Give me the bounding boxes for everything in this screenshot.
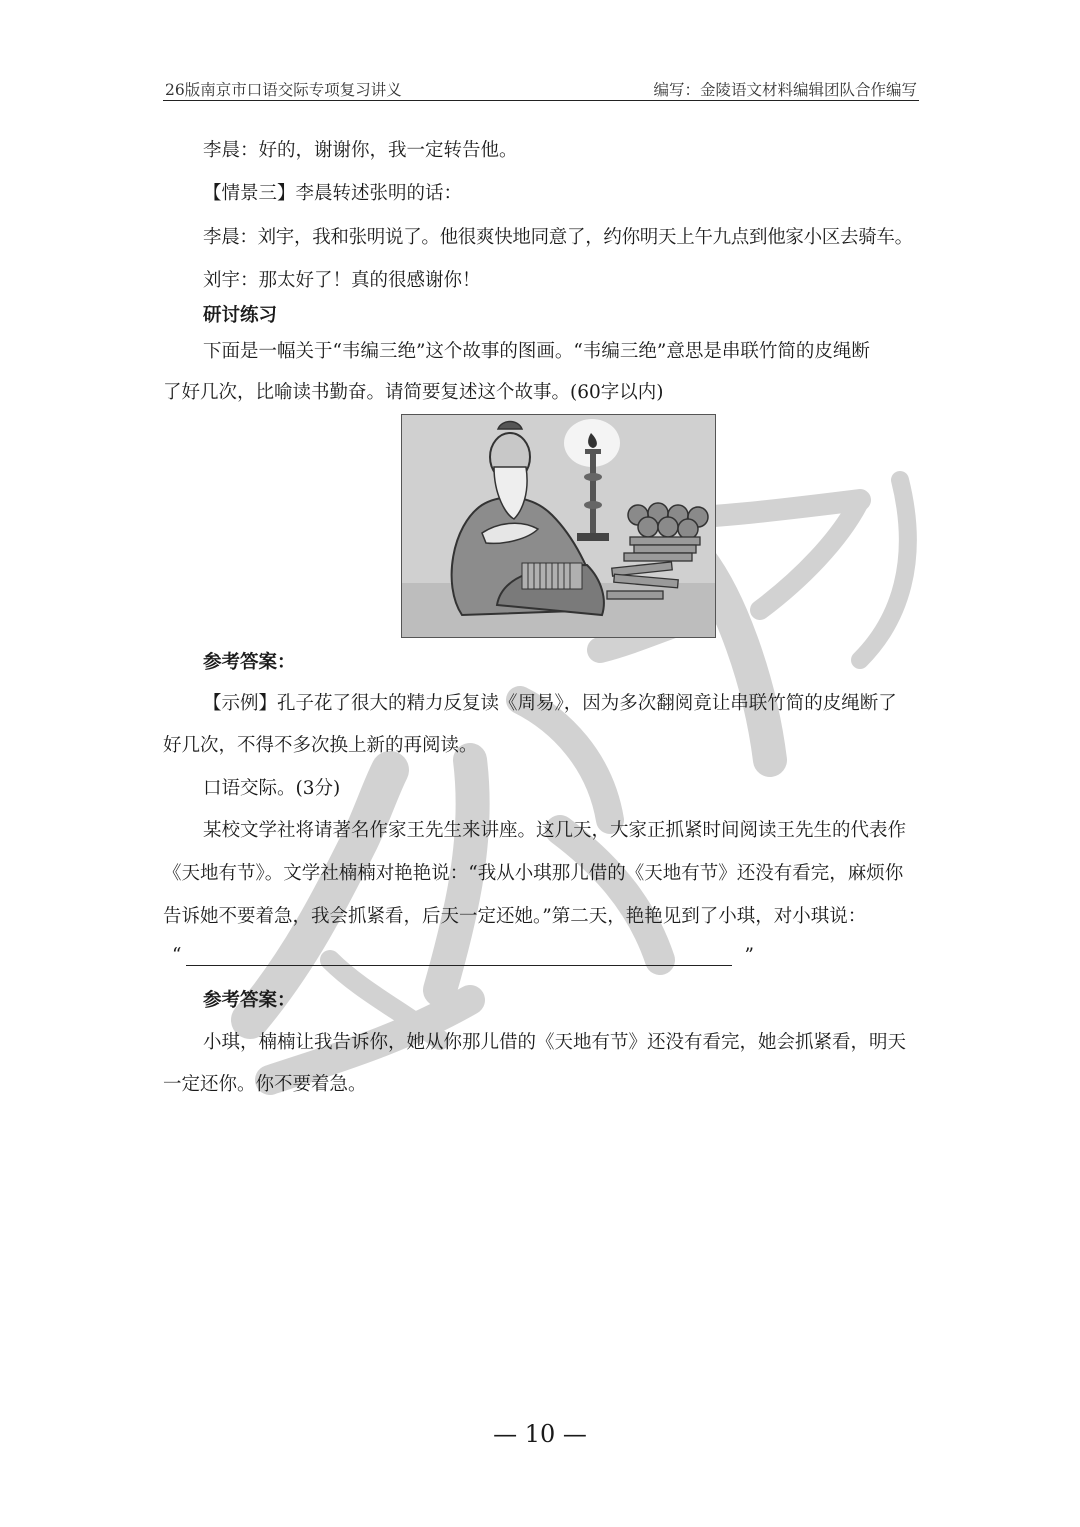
- oral-communication-title: 口语交际。(3分): [203, 778, 341, 799]
- page-number: — 10 —: [493, 1420, 587, 1448]
- header-author: 编写：金陵语文材料编辑团队合作编写: [653, 81, 917, 99]
- answer-2-line-1: 小琪，楠楠让我告诉你，她从你那儿借的《天地有节》还没有看完，她会抓紧看，明天: [203, 1032, 907, 1053]
- answer-2-line-2: 一定还你。你不要着急。: [163, 1074, 367, 1095]
- story-illustration: [401, 414, 716, 638]
- oral-question-line-3: 告诉她不要着急，我会抓紧看，后天一定还她。”第二天，艳艳见到了小琪，对小琪说：: [163, 906, 867, 927]
- oral-question-line-1: 某校文学社将请著名作家王先生来讲座。这几天，大家正抓紧时间阅读王先生的代表作: [203, 820, 907, 841]
- answer-label-1: 参考答案：: [203, 652, 296, 673]
- fill-in-rule: [186, 965, 732, 966]
- exercise-text-line-2: 了好几次，比喻读书勤奋。请简要复述这个故事。(60字以内): [163, 382, 664, 403]
- page-header: [163, 76, 919, 101]
- open-quote: “: [172, 945, 182, 966]
- header-title: 26版南京市口语交际专项复习讲义: [165, 81, 402, 99]
- close-quote: ”: [744, 945, 754, 966]
- exercise-text-line-1: 下面是一幅关于“韦编三绝”这个故事的图画。“韦编三绝”意思是串联竹简的皮绳断: [203, 341, 870, 362]
- dialogue-line-3: 刘宇：那太好了！真的很感谢你！: [203, 270, 481, 291]
- answer-1-line-1: 【示例】孔子花了很大的精力反复读《周易》，因为多次翻阅竟让串联竹简的皮绳断了: [203, 693, 897, 714]
- answer-1-line-2: 好几次，不得不多次换上新的再阅读。: [163, 735, 478, 756]
- dialogue-line-2: 李晨：刘宇，我和张明说了。他很爽快地同意了，约你明天上午九点到他家小区去骑车。: [203, 227, 913, 248]
- exercise-title: 研讨练习: [203, 305, 278, 326]
- oral-question-line-2: 《天地有节》。文学社楠楠对艳艳说：“我从小琪那儿借的《天地有节》还没有看完，麻烦你: [163, 863, 904, 884]
- answer-blank-line: [172, 945, 754, 971]
- scene-three-heading: 【情景三】李晨转述张明的话：: [203, 183, 463, 204]
- dialogue-line-1: 李晨：好的，谢谢你，我一定转告他。: [203, 140, 518, 161]
- scholar-reading-image: [402, 415, 716, 638]
- answer-label-2: 参考答案：: [203, 990, 296, 1011]
